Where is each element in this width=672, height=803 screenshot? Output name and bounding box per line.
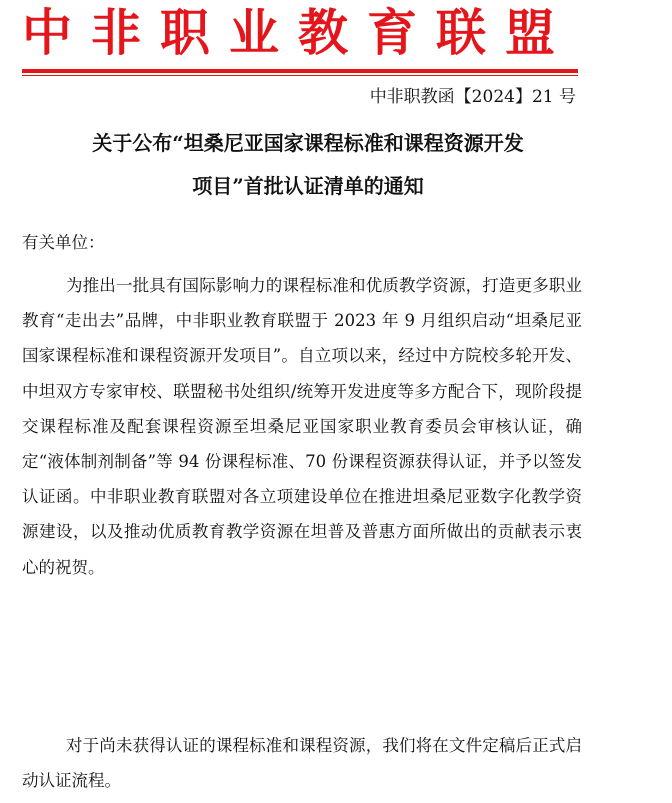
letterhead-title: 中非职业教育联盟 <box>22 3 574 62</box>
letterhead-red-rule <box>22 69 578 73</box>
letterhead-red-rule-thin <box>22 75 578 76</box>
document-title-line-1: 关于公布“坦桑尼亚国家课程标准和课程资源开发 <box>92 131 524 155</box>
document-title-line-2: 项目”首批认证清单的通知 <box>192 174 424 198</box>
salutation: 有关单位： <box>22 233 105 252</box>
document-title <box>28 122 588 208</box>
body-paragraph-1: 为推出一批具有国际影响力的课程标准和优质教学资源，打造更多职业教育“走出去”品牌，中非职业教育联盟于 2023 年 9 月组织启动“坦桑尼亚国家课程标准和课程资源开发项目”。自立项以来，经过中方院校多轮开发、中坦双方专家审校、联盟秘书处组织/统筹开发进度等多方配合下，现阶段提交课程标准及配套课程资源至坦桑尼亚国家职业教育委员会审核认证，确定“液体制剂制备”等 94 份课程标准、70 份课程资源获得认证，并予以签发认证函。中非职业教育联盟对各立项建设单位在推进坦桑尼亚数字化教学资源建设，以及推动优质教育教学资源在坦普及普惠方面所做出的贡献表示衷心的祝贺。 <box>22 276 582 577</box>
body-paragraph-2: 对于尚未获得认证的课程标准和课程资源，我们将在文件定稿后正式启动认证流程。 <box>22 736 582 791</box>
document-number: 中非职教函【2024】21 号 <box>369 87 576 107</box>
